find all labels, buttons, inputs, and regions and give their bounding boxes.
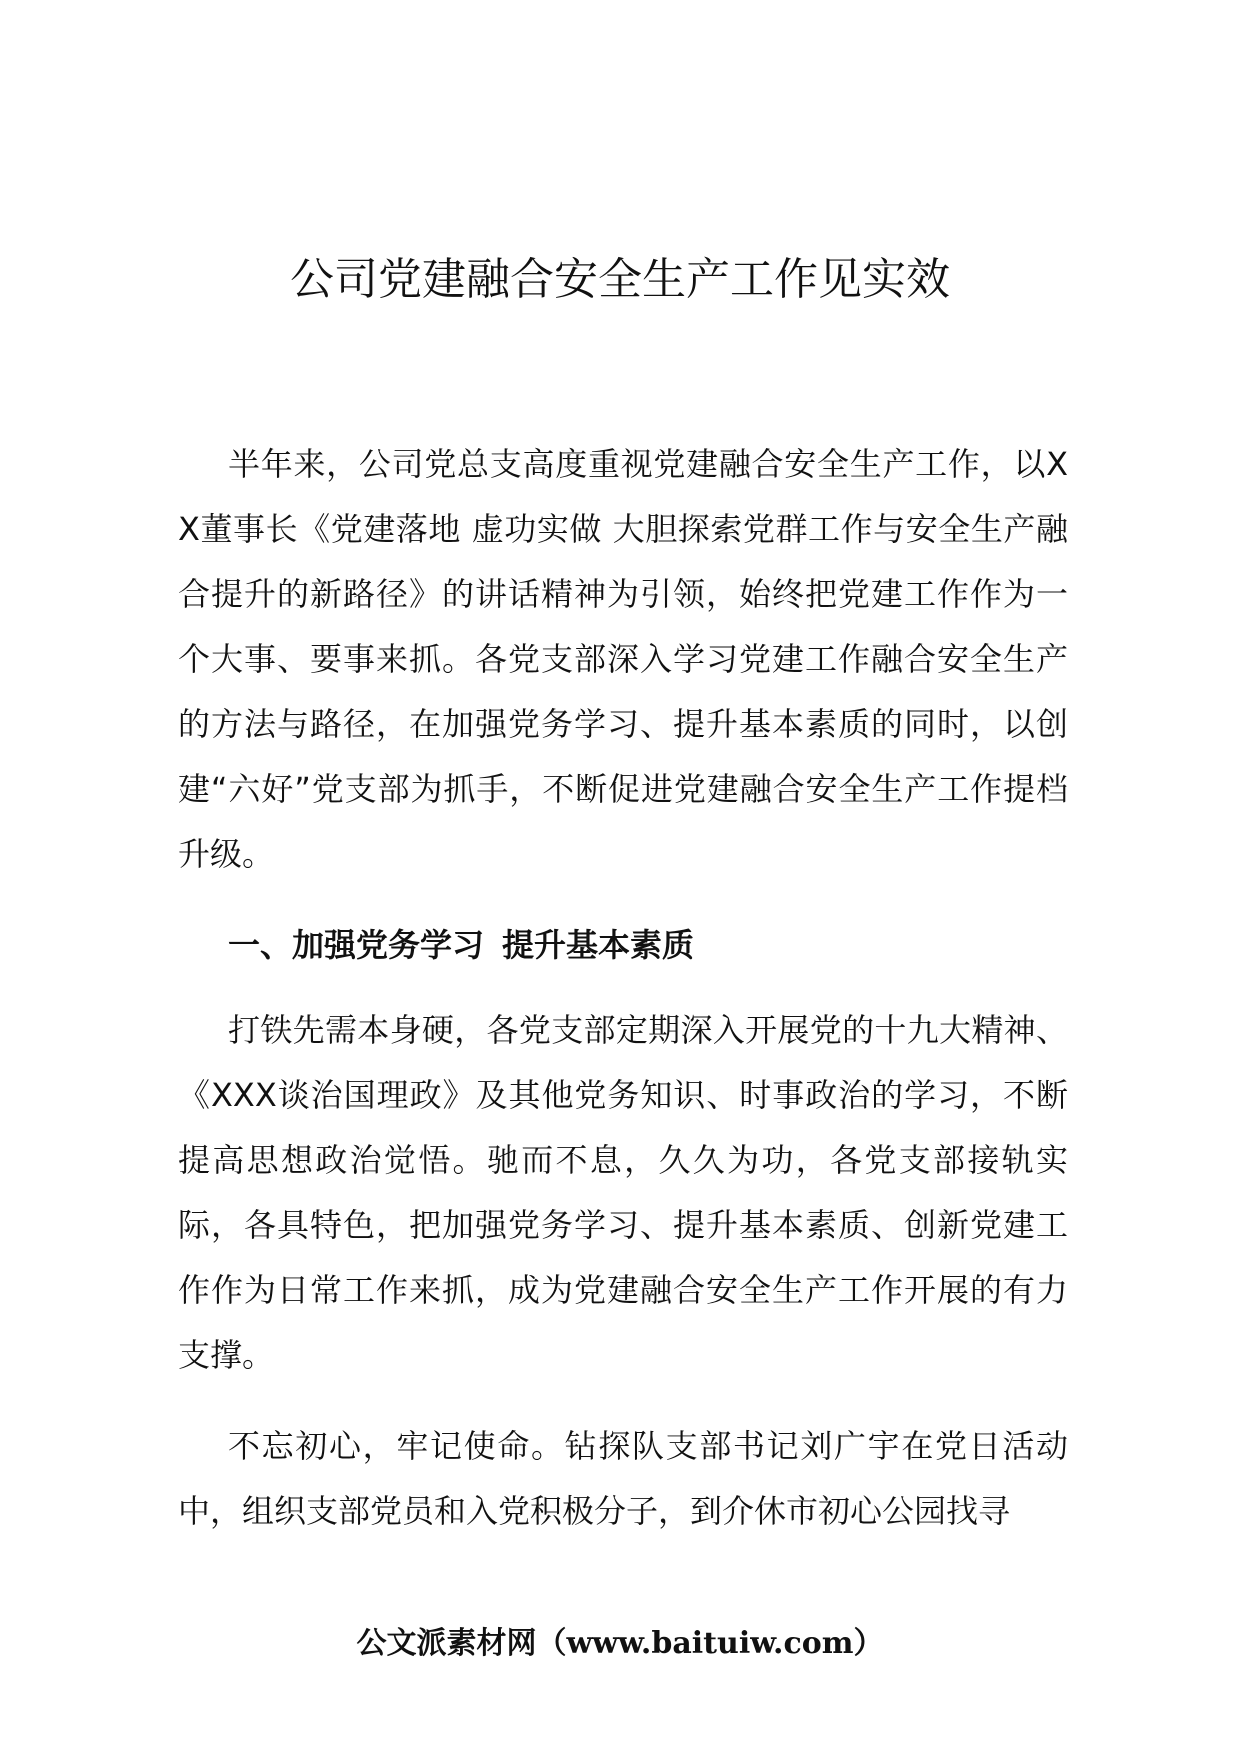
footer-watermark: 公文派素材网（www.baituiw.com） bbox=[356, 1626, 884, 1661]
section-heading-1 bbox=[178, 913, 1068, 978]
document-body bbox=[178, 432, 1068, 1544]
section1-paragraph-1: 打铁先需本身硬，各党支部定期深入开展党的十九大精神、《XXX谈治国理政》及其他党务知识、时事政治的学习，不断提高思想政治觉悟。驰而不息，久久为功，各党支部接轨实际，各具特色，把加强党务学习、提升基本素质、创新党建工作作为日常工作来抓，成为党建融合安全生产工作开展的有力支撑。 bbox=[178, 1011, 1068, 1374]
section-heading-1-part1: 一、加强党务学习 bbox=[228, 926, 485, 964]
section-heading-1-part2: 提升基本素质 bbox=[502, 926, 695, 964]
section1-paragraph-2: 不忘初心，牢记使命。钻探队支部书记刘广宇在党日活动中，组织支部党员和入党积极分子，到介休市初心公园找寻 bbox=[178, 1427, 1068, 1530]
intro-paragraph: 半年来，公司党总支高度重视党建融合安全生产工作，以XX董事长《党建落地 虚功实做 大胆探索党群工作与安全生产融合提升的新路径》的讲话精神为引领，始终把党建工作作为一个大事、要事来抓。各党支部深入学习党建工作融合安全生产的方法与路径，在加强党务学习、提升基本素质的同时，以创建“六好”党支部为抓手，不断促进党建融合安全生产工作提档升级。 bbox=[178, 445, 1068, 873]
document-title: 公司党建融合安全生产工作见实效 bbox=[290, 254, 950, 305]
